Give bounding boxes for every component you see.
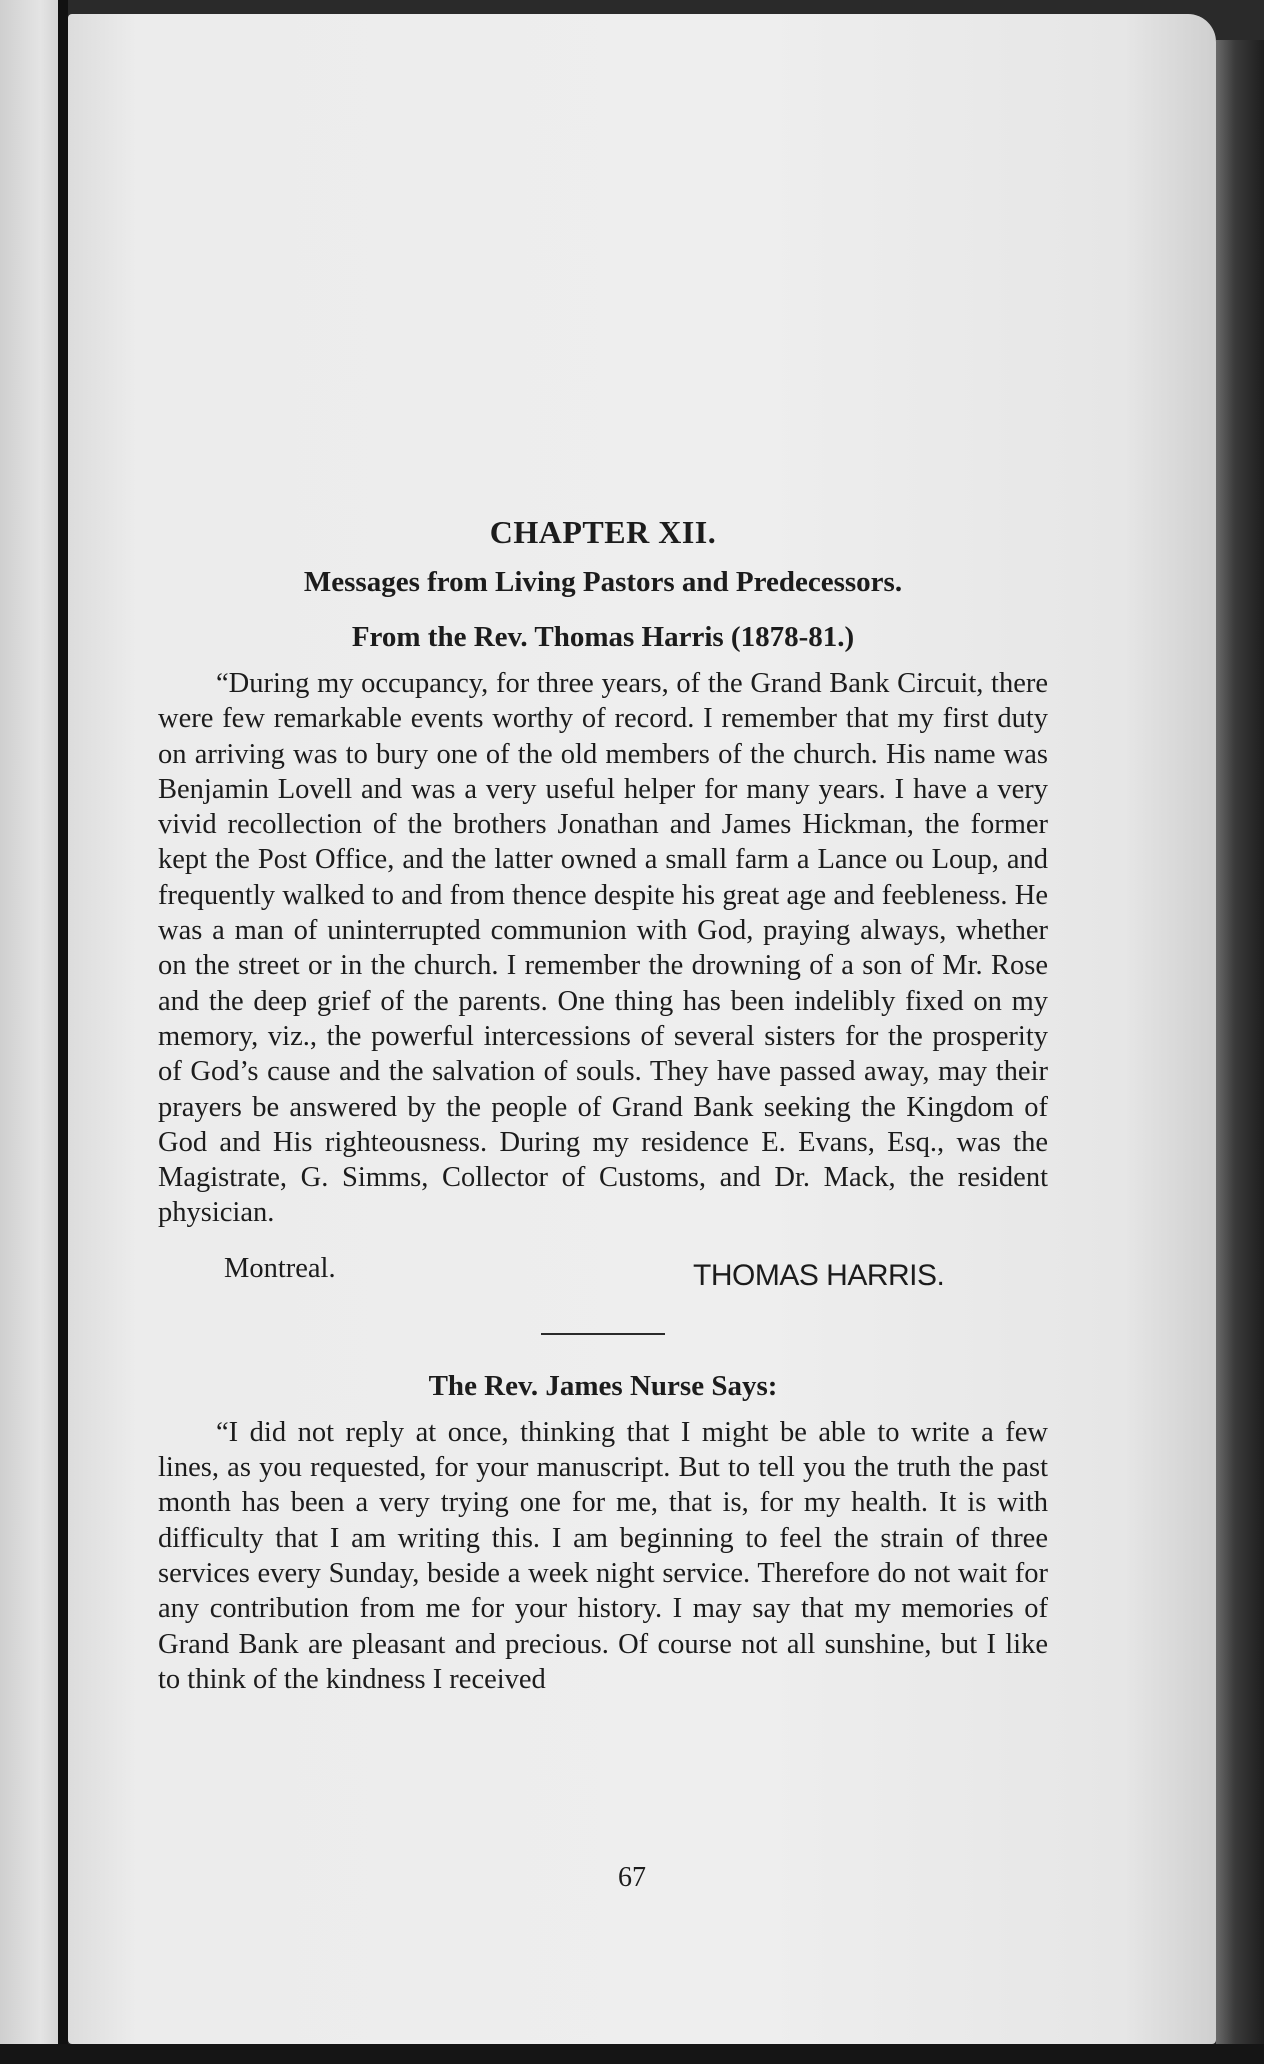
signature-place: Montreal.: [224, 1252, 336, 1284]
page-number: 67: [618, 1862, 646, 1893]
chapter-title: CHAPTER XII.: [489, 514, 717, 550]
page-content: [158, 510, 1048, 1697]
signature-block: [158, 1243, 1048, 1299]
book-gutter: [58, 0, 68, 2064]
left-page-edge: [0, 0, 58, 2064]
signature-name: THOMAS HARRIS.: [693, 1258, 945, 1292]
chapter-subtitle: Messages from Living Pastors and Predecessors.: [303, 566, 903, 598]
section-divider: [541, 1333, 665, 1335]
nurse-letter-text: “I did not reply at once, thinking that I might be able to write a few lines, as you requested, for your manuscript. But to tell you the truth the past month has been a very trying one for me, that is, for my health. It is with difficulty that I am writing this. I am beginning to feel the strain of three services every Sunday, beside a week night service. Therefore do not wait for any contribution from me for your history. I may say that my memories of Grand Bank are pleasant and precious. Of course not all sunshine, but I like to think of the kindness I received: [158, 1416, 1048, 1695]
section-heading-nurse: The Rev. James Nurse Says:: [428, 1369, 778, 1402]
harris-letter-text: “During my occupancy, for three years, of the Grand Bank Circuit, there were few remarkable events worthy of record. I remember that my first duty on arriving was to bury one of the old members of the church. His name was Benjamin Lovell and was a very useful helper for many years. I have a very vivid recollection of the brothers Jonathan and James Hickman, the former kept the Post Office, and the latter owned a small farm a Lance ou Loup, and frequently walked to and from thence despite his great age and feebleness. He was a man of uninterrupted communion with God, praying always, whether on the street or in the church. I remember the drowning of a son of Mr. Rose and the deep grief of the parents. One thing has been indelibly fixed on my memory, viz., the powerful intercessions of several sisters for the prosperity of God’s cause and the salvation of souls. They have passed away, may their prayers be answered by the people of Grand Bank seeking the Kingdom of God and His righteousness. During my residence E. Evans, Esq., was the Magistrate, G. Simms, Collector of Customs, and Dr. Mack, the resident physician.: [158, 668, 1048, 1229]
bottom-shadow: [0, 2044, 1264, 2064]
section-heading-harris: From the Rev. Thomas Harris (1878-81.): [351, 621, 855, 653]
page-stack-edge: [1216, 40, 1264, 2050]
